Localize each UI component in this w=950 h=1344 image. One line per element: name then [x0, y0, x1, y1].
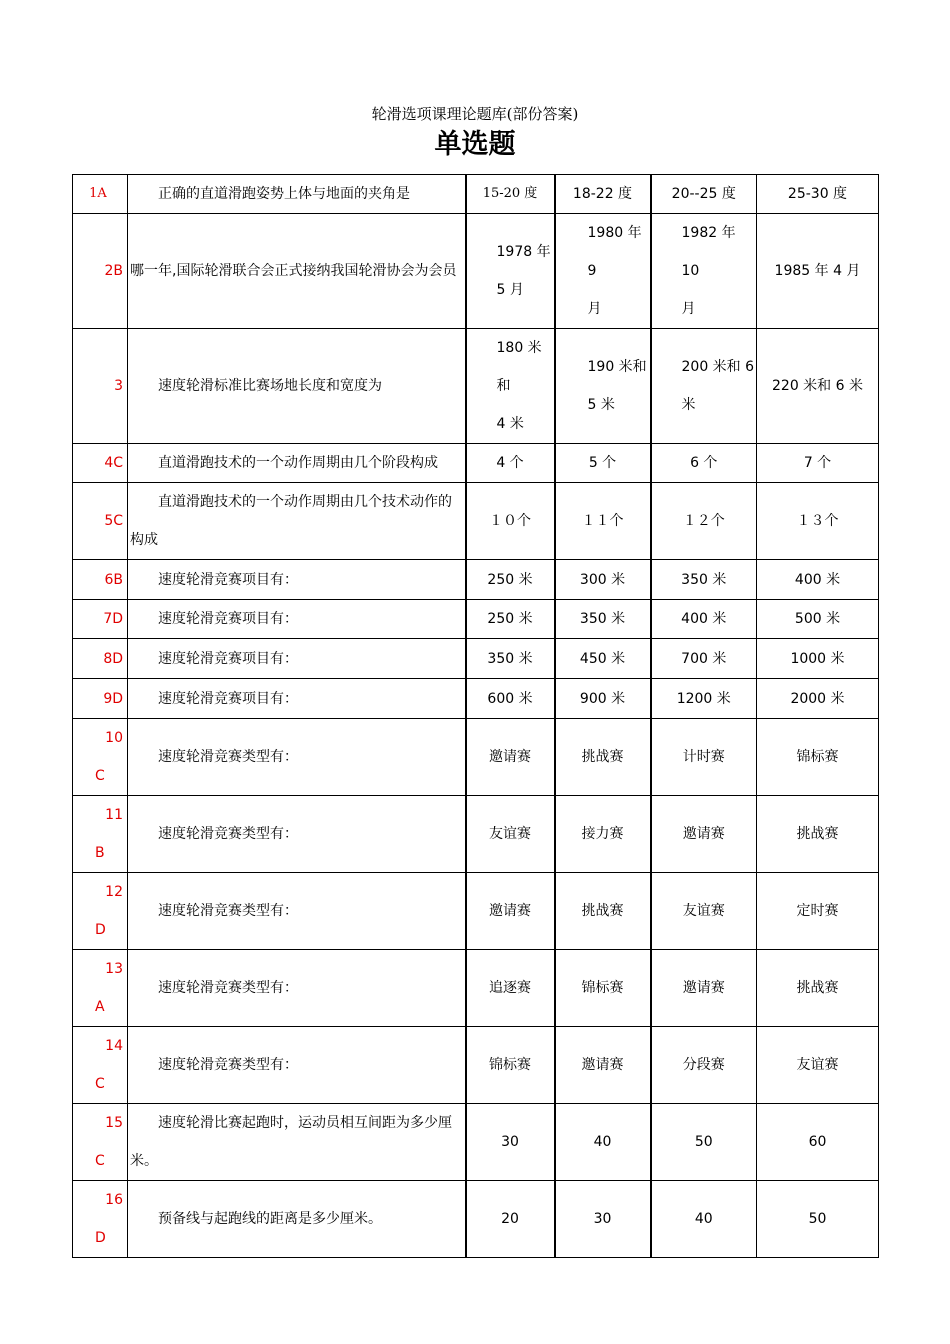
option-a: １０个 [466, 483, 555, 560]
option-a: 250 米 [466, 560, 555, 600]
question-number: 6B [73, 560, 128, 600]
option-b: 350 米 [555, 600, 651, 639]
option-c: 1200 米 [651, 679, 757, 719]
question-row [73, 1104, 879, 1181]
option-b: 450 米 [555, 639, 651, 679]
question-number: 13 A [73, 950, 128, 1027]
option-b: 1980 年 9 月 [555, 214, 651, 329]
option-b: 30 [555, 1181, 651, 1258]
document-subtitle: 轮滑选项课理论题库(部份答案) [371, 105, 579, 123]
question-row [73, 873, 879, 950]
question-row [73, 950, 879, 1027]
question-row [73, 1181, 879, 1258]
question-row [73, 560, 879, 600]
question-row [73, 600, 879, 639]
option-d: 友谊赛 [757, 1027, 879, 1104]
option-c: 6 个 [651, 444, 757, 483]
option-a: 30 [466, 1104, 555, 1181]
option-c: 友谊赛 [651, 873, 757, 950]
option-c: 50 [651, 1104, 757, 1181]
option-c: 1982 年 10 月 [651, 214, 757, 329]
option-a: 追逐赛 [466, 950, 555, 1027]
option-d: 50 [757, 1181, 879, 1258]
option-b: 900 米 [555, 679, 651, 719]
question-number: 11 B [73, 796, 128, 873]
option-c: 400 米 [651, 600, 757, 639]
option-a: 锦标赛 [466, 1027, 555, 1104]
question-row [73, 175, 879, 214]
question-number: 10 C [73, 719, 128, 796]
question-text: 速度轮滑竞赛类型有： [128, 1027, 466, 1104]
question-row [73, 214, 879, 329]
option-c: 350 米 [651, 560, 757, 600]
question-number: 4C [73, 444, 128, 483]
question-number: 16 D [73, 1181, 128, 1258]
option-c: １２个 [651, 483, 757, 560]
option-a: 350 米 [466, 639, 555, 679]
option-a: 4 个 [466, 444, 555, 483]
option-d: 7 个 [757, 444, 879, 483]
option-a: 邀请赛 [466, 719, 555, 796]
option-c: 分段赛 [651, 1027, 757, 1104]
option-d: 25-30 度 [757, 175, 879, 214]
option-d: 400 米 [757, 560, 879, 600]
question-number: 5C [73, 483, 128, 560]
option-d: 1000 米 [757, 639, 879, 679]
question-number: 7D [73, 600, 128, 639]
option-a: 250 米 [466, 600, 555, 639]
option-d: 挑战赛 [757, 950, 879, 1027]
option-a: 1978 年 5 月 [466, 214, 555, 329]
question-text: 速度轮滑标准比赛场地长度和宽度为 [128, 329, 466, 444]
section-title: 单选题 [434, 129, 516, 160]
question-table [72, 174, 879, 1258]
question-row [73, 1027, 879, 1104]
question-text: 速度轮滑竞赛类型有： [128, 950, 466, 1027]
option-d: 挑战赛 [757, 796, 879, 873]
question-number: 8D [73, 639, 128, 679]
option-d: 500 米 [757, 600, 879, 639]
question-text: 正确的直道滑跑姿势上体与地面的夹角是 [128, 175, 466, 214]
option-b: １１个 [555, 483, 651, 560]
question-row [73, 329, 879, 444]
question-text: 速度轮滑竞赛项目有： [128, 600, 466, 639]
question-number: 2B [73, 214, 128, 329]
option-a: 15-20 度 [466, 175, 555, 214]
option-d: 锦标赛 [757, 719, 879, 796]
option-b: 挑战赛 [555, 719, 651, 796]
option-d: 定时赛 [757, 873, 879, 950]
question-number: 9D [73, 679, 128, 719]
question-text: 预备线与起跑线的距离是多少厘米。 [128, 1181, 466, 1258]
option-a: 邀请赛 [466, 873, 555, 950]
question-text: 速度轮滑竞赛类型有： [128, 796, 466, 873]
option-c: 700 米 [651, 639, 757, 679]
question-row [73, 796, 879, 873]
question-row [73, 444, 879, 483]
question-text: 速度轮滑比赛起跑时，运动员相互间距为多少厘 米。 [128, 1104, 466, 1181]
question-text: 速度轮滑竞赛类型有： [128, 873, 466, 950]
option-b: 邀请赛 [555, 1027, 651, 1104]
option-c: 邀请赛 [651, 796, 757, 873]
option-d: １３个 [757, 483, 879, 560]
question-number: 14 C [73, 1027, 128, 1104]
question-row [73, 679, 879, 719]
question-text: 速度轮滑竞赛项目有： [128, 560, 466, 600]
question-text: 哪一年,国际轮滑联合会正式接纳我国轮滑协会为会员 [128, 214, 466, 329]
option-d: 1985 年 4 月 [757, 214, 879, 329]
option-b: 40 [555, 1104, 651, 1181]
option-a: 友谊赛 [466, 796, 555, 873]
question-text: 速度轮滑竞赛类型有： [128, 719, 466, 796]
question-row [73, 483, 879, 560]
option-c: 20--25 度 [651, 175, 757, 214]
option-b: 190 米和 5 米 [555, 329, 651, 444]
option-c: 200 米和 6 米 [651, 329, 757, 444]
option-d: 60 [757, 1104, 879, 1181]
question-text: 速度轮滑竞赛项目有： [128, 639, 466, 679]
option-b: 300 米 [555, 560, 651, 600]
option-b: 锦标赛 [555, 950, 651, 1027]
option-a: 180 米和 4 米 [466, 329, 555, 444]
option-c: 邀请赛 [651, 950, 757, 1027]
option-b: 5 个 [555, 444, 651, 483]
option-b: 挑战赛 [555, 873, 651, 950]
option-a: 20 [466, 1181, 555, 1258]
question-text: 直道滑跑技术的一个动作周期由几个技术动作的 构成 [128, 483, 466, 560]
question-number: 1A [73, 175, 128, 214]
option-d: 220 米和 6 米 [757, 329, 879, 444]
question-text: 直道滑跑技术的一个动作周期由几个阶段构成 [128, 444, 466, 483]
option-c: 计时赛 [651, 719, 757, 796]
option-c: 40 [651, 1181, 757, 1258]
option-a: 600 米 [466, 679, 555, 719]
question-number: 3 [73, 329, 128, 444]
question-number: 15 C [73, 1104, 128, 1181]
question-number: 12 D [73, 873, 128, 950]
question-row [73, 719, 879, 796]
option-b: 接力赛 [555, 796, 651, 873]
option-b: 18-22 度 [555, 175, 651, 214]
question-row [73, 639, 879, 679]
option-d: 2000 米 [757, 679, 879, 719]
question-text: 速度轮滑竞赛项目有： [128, 679, 466, 719]
